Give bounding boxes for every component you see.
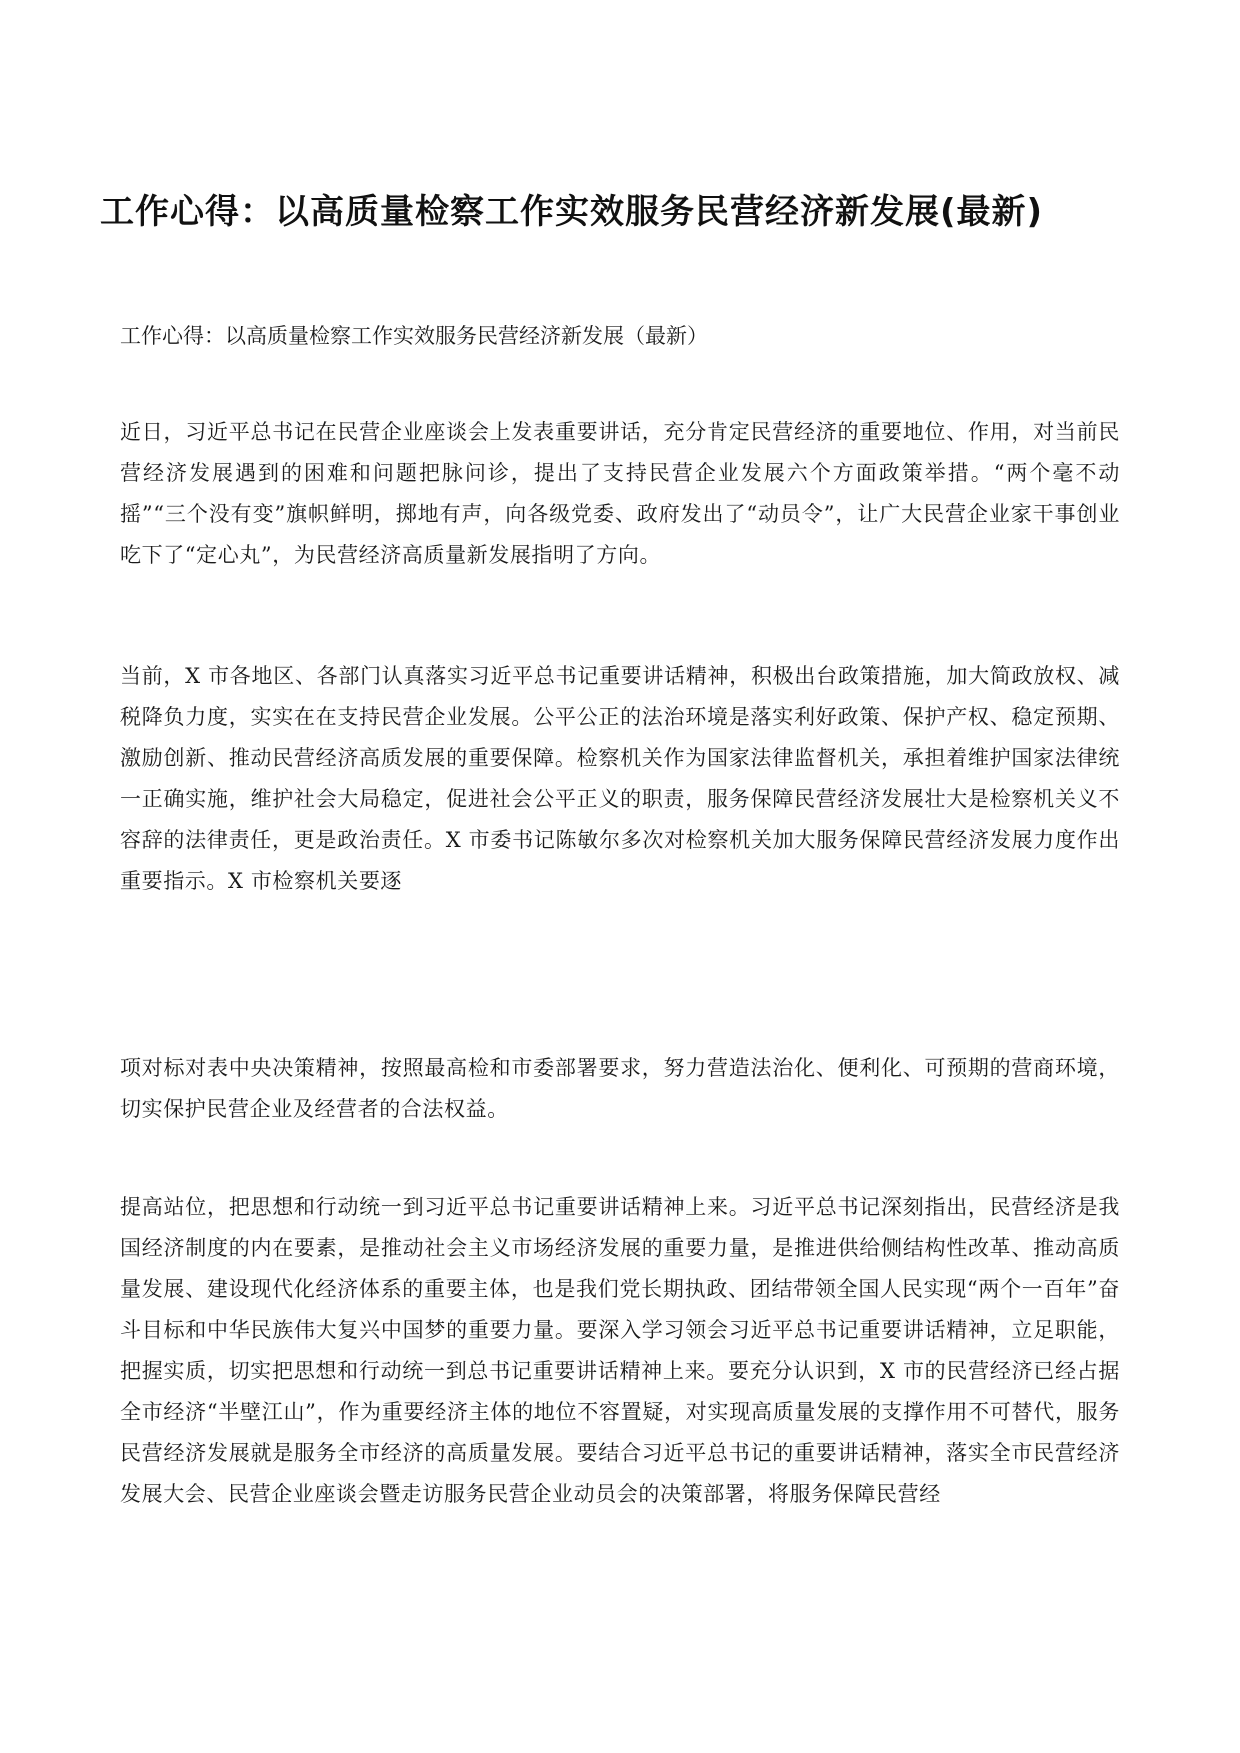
paragraph-4: 提高站位，把思想和行动统一到习近平总书记重要讲话精神上来。习近平总书记深刻指出，民营经济是我国经济制度的内在要素，是推动社会主义市场经济发展的重要力量，是推进供给侧结构性改革、推动高质量发展、建设现代化经济体系的重要主体，也是我们党长期执政、团结带领全国人民实现“两个一百年”奋斗目标和中华民族伟大复兴中国梦的重要力量。要深入学习领会习近平总书记重要讲话精神，立足职能，把握实质，切实把思想和行动统一到总书记重要讲话精神上来。要充分认识到，X 市的民营经济已经占据全市经济“半壁江山”，作为重要经济主体的地位不容置疑，对实现高质量发展的支撑作用不可替代，服务民营经济发展就是服务全市经济的高质量发展。要结合习近平总书记的重要讲话精神，落实全市民营经济发展大会、民营企业座谈会暨走访服务民营企业动员会的决策部署，将服务保障民营经 — [120, 1195, 1120, 1506]
paragraph-1: 近日，习近平总书记在民营企业座谈会上发表重要讲话，充分肯定民营经济的重要地位、作用，对当前民营经济发展遇到的困难和问题把脉问诊，提出了支持民营企业发展六个方面政策举措。“两个毫不动摇”“三个没有变”旗帜鲜明，掷地有声，向各级党委、政府发出了“动员令”，让广大民营企业家干事创业吃下了“定心丸”，为民营经济高质量新发展指明了方向。 — [120, 420, 1120, 567]
document-subtitle: 工作心得：以高质量检察工作实效服务民营经济新发展（最新） — [120, 324, 708, 348]
paragraph-2: 当前，X 市各地区、各部门认真落实习近平总书记重要讲话精神，积极出台政策措施，加大简政放权、减税降负力度，实实在在支持民营企业发展。公平公正的法治环境是落实利好政策、保护产权、稳定预期、激励创新、推动民营经济高质发展的重要保障。检察机关作为国家法律监督机关，承担着维护国家法律统一正确实施，维护社会大局稳定，促进社会公平正义的职责，服务保障民营经济发展壮大是检察机关义不容辞的法律责任，更是政治责任。X 市委书记陈敏尔多次对检察机关加大服务保障民营经济发展力度作出重要指示。X 市检察机关要逐 — [120, 664, 1120, 893]
paragraph-3: 项对标对表中央决策精神，按照最高检和市委部署要求，努力营造法治化、便利化、可预期的营商环境，切实保护民营企业及经营者的合法权益。 — [120, 1056, 1120, 1121]
document-title: 工作心得：以高质量检察工作实效服务民营经济新发展(最新) — [100, 192, 1044, 232]
